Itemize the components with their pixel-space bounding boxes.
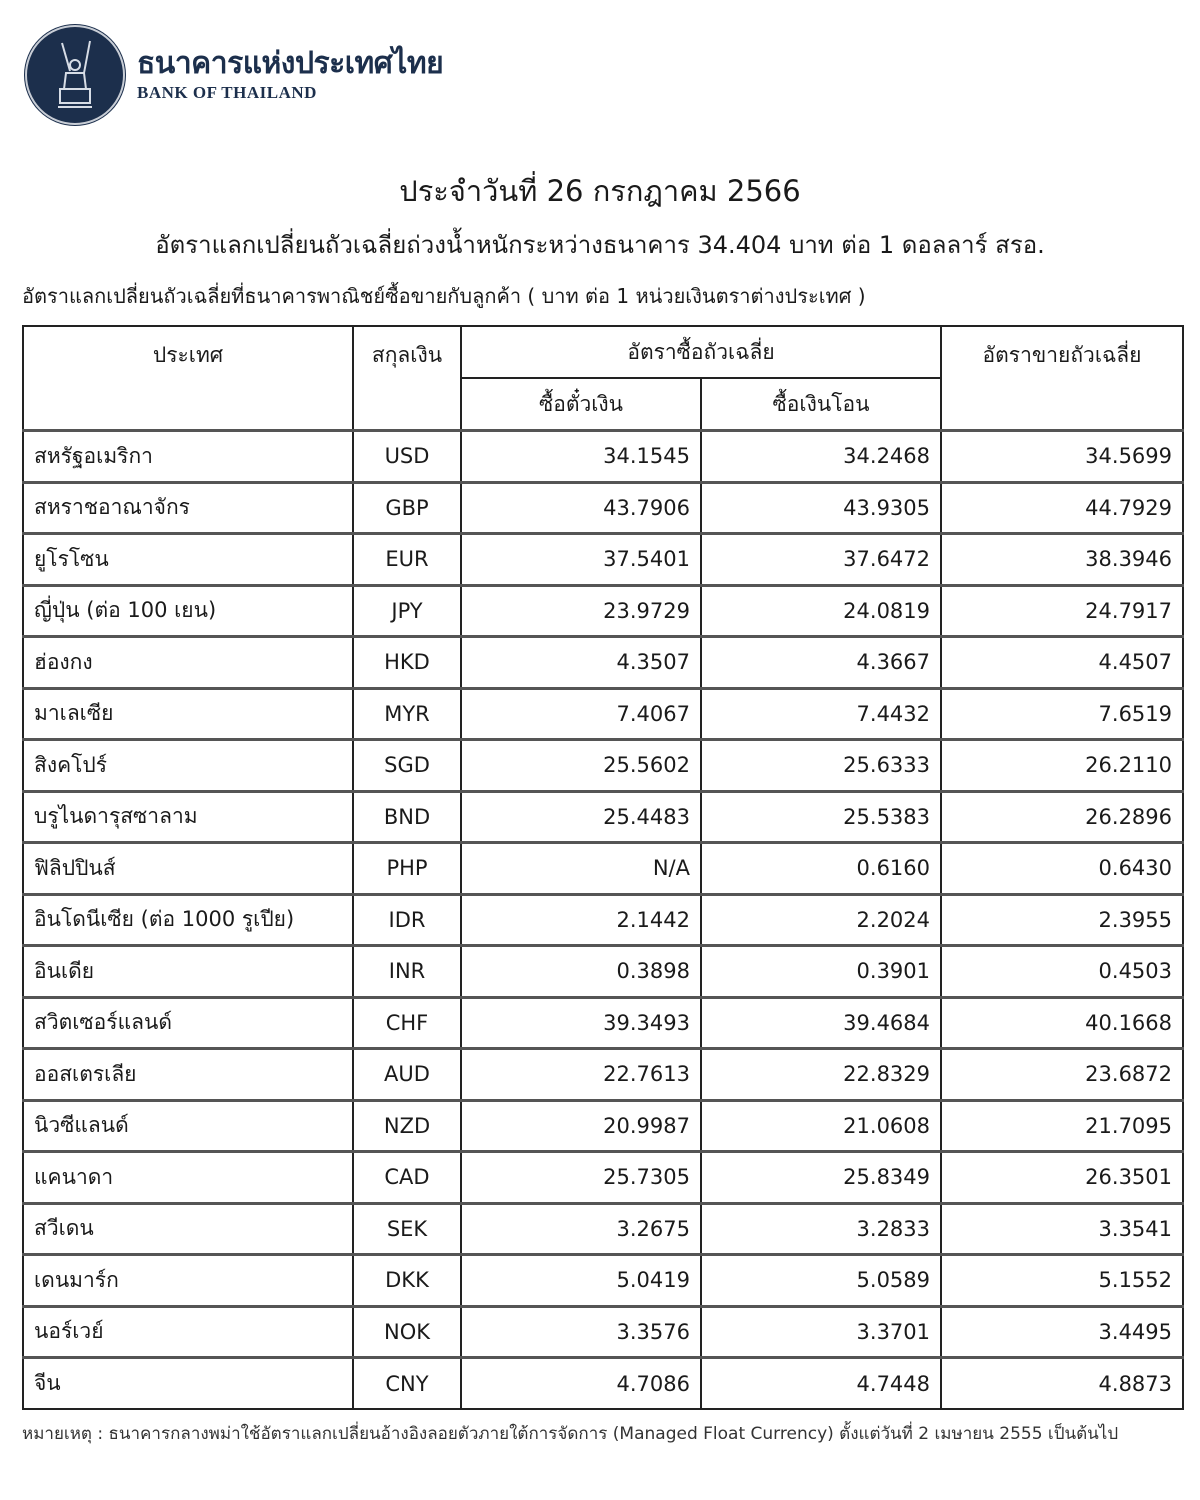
cell-buy-transfer: 5.0589 — [701, 1255, 941, 1307]
cell-country: เดนมาร์ก — [23, 1255, 353, 1307]
cell-country: แคนาดา — [23, 1152, 353, 1204]
table-row — [23, 1203, 1183, 1255]
cell-currency-code: IDR — [353, 894, 461, 946]
exchange-rate-table — [22, 325, 1184, 1410]
table-row — [23, 740, 1183, 792]
table-row — [23, 946, 1183, 998]
cell-country: อินเดีย — [23, 946, 353, 998]
cell-buy-transfer: 21.0608 — [701, 1100, 941, 1152]
cell-country: บรูไนดารุสซาลาม — [23, 791, 353, 843]
header-buy-bills: ซื้อตั๋วเงิน — [461, 378, 701, 431]
bank-of-thailand-seal-icon — [25, 25, 125, 125]
cell-buy-transfer: 25.8349 — [701, 1152, 941, 1204]
header-country: ประเทศ — [23, 326, 353, 431]
cell-buy-transfer: 25.5383 — [701, 791, 941, 843]
cell-country: นอร์เวย์ — [23, 1306, 353, 1358]
cell-buy-bills: N/A — [461, 843, 701, 895]
cell-sell: 24.7917 — [941, 585, 1183, 637]
table-row — [23, 637, 1183, 689]
cell-country: อินโดนีเซีย (ต่อ 1000 รูเปีย) — [23, 894, 353, 946]
cell-sell: 23.6872 — [941, 1049, 1183, 1101]
table-row — [23, 688, 1183, 740]
cell-buy-transfer: 24.0819 — [701, 585, 941, 637]
cell-buy-bills: 3.3576 — [461, 1306, 701, 1358]
cell-sell: 26.2110 — [941, 740, 1183, 792]
cell-buy-transfer: 25.6333 — [701, 740, 941, 792]
cell-buy-transfer: 0.3901 — [701, 946, 941, 998]
cell-sell: 2.3955 — [941, 894, 1183, 946]
cell-sell: 26.3501 — [941, 1152, 1183, 1204]
cell-buy-bills: 23.9729 — [461, 585, 701, 637]
cell-buy-bills: 0.3898 — [461, 946, 701, 998]
cell-currency-code: USD — [353, 431, 461, 483]
cell-currency-code: JPY — [353, 585, 461, 637]
cell-buy-bills: 4.7086 — [461, 1358, 701, 1410]
cell-buy-transfer: 39.4684 — [701, 997, 941, 1049]
cell-currency-code: SEK — [353, 1203, 461, 1255]
report-date-title: ประจำวันที่ 26 กรกฎาคม 2566 — [399, 174, 801, 208]
cell-sell: 4.4507 — [941, 637, 1183, 689]
cell-sell: 3.3541 — [941, 1203, 1183, 1255]
cell-country: ฮ่องกง — [23, 637, 353, 689]
cell-sell: 40.1668 — [941, 997, 1183, 1049]
cell-sell: 3.4495 — [941, 1306, 1183, 1358]
cell-buy-transfer: 4.7448 — [701, 1358, 941, 1410]
cell-currency-code: NZD — [353, 1100, 461, 1152]
table-row — [23, 791, 1183, 843]
cell-buy-bills: 4.3507 — [461, 637, 701, 689]
cell-country: ยูโรโซน — [23, 534, 353, 586]
cell-buy-transfer: 22.8329 — [701, 1049, 941, 1101]
cell-currency-code: SGD — [353, 740, 461, 792]
seated-figure-icon — [40, 35, 110, 115]
cell-currency-code: CAD — [353, 1152, 461, 1204]
cell-currency-code: DKK — [353, 1255, 461, 1307]
header-currency: สกุลเงิน — [353, 326, 461, 431]
table-row — [23, 1306, 1183, 1358]
cell-buy-bills: 5.0419 — [461, 1255, 701, 1307]
cell-currency-code: CNY — [353, 1358, 461, 1410]
cell-buy-transfer: 4.3667 — [701, 637, 941, 689]
cell-buy-bills: 2.1442 — [461, 894, 701, 946]
table-row — [23, 894, 1183, 946]
table-row — [23, 431, 1183, 483]
cell-currency-code: EUR — [353, 534, 461, 586]
table-row — [23, 1049, 1183, 1101]
header-average-selling-rate: อัตราขายถัวเฉลี่ย — [941, 326, 1183, 431]
table-body — [23, 431, 1183, 1410]
cell-country: สหรัฐอเมริกา — [23, 431, 353, 483]
cell-country: สวีเดน — [23, 1203, 353, 1255]
cell-buy-transfer: 34.2468 — [701, 431, 941, 483]
table-subtitle: อัตราแลกเปลี่ยนถัวเฉลี่ยที่ธนาคารพาณิชย์ซื้อขายกับลูกค้า ( บาท ต่อ 1 หน่วยเงินตราต่างประเทศ ) — [22, 284, 866, 308]
cell-sell: 34.5699 — [941, 431, 1183, 483]
cell-currency-code: AUD — [353, 1049, 461, 1101]
table-row — [23, 1152, 1183, 1204]
cell-buy-bills: 7.4067 — [461, 688, 701, 740]
brand — [137, 47, 443, 103]
cell-buy-bills: 22.7613 — [461, 1049, 701, 1101]
cell-country: สิงคโปร์ — [23, 740, 353, 792]
cell-sell: 5.1552 — [941, 1255, 1183, 1307]
cell-currency-code: PHP — [353, 843, 461, 895]
cell-buy-bills: 37.5401 — [461, 534, 701, 586]
cell-country: ออสเตรเลีย — [23, 1049, 353, 1101]
cell-currency-code: BND — [353, 791, 461, 843]
cell-sell: 21.7095 — [941, 1100, 1183, 1152]
cell-country: ฟิลิปปินส์ — [23, 843, 353, 895]
cell-buy-bills: 43.7906 — [461, 482, 701, 534]
table-row — [23, 997, 1183, 1049]
cell-country: มาเลเซีย — [23, 688, 353, 740]
cell-currency-code: HKD — [353, 637, 461, 689]
footnote: หมายเหตุ : ธนาคารกลางพม่าใช้อัตราแลกเปลี่ยนอ้างอิงลอยตัวภายใต้การจัดการ (Managed Float Currency) ตั้งแต่วันที่ 2 เมษายน 2555 เป็นต้นไป — [22, 1424, 1119, 1444]
cell-sell: 0.4503 — [941, 946, 1183, 998]
table-row — [23, 843, 1183, 895]
cell-country: จีน — [23, 1358, 353, 1410]
cell-sell: 44.7929 — [941, 482, 1183, 534]
cell-sell: 0.6430 — [941, 843, 1183, 895]
header-average-buying-rate: อัตราซื้อถัวเฉลี่ย — [461, 326, 941, 378]
cell-buy-transfer: 37.6472 — [701, 534, 941, 586]
cell-buy-transfer: 3.3701 — [701, 1306, 941, 1358]
cell-sell: 7.6519 — [941, 688, 1183, 740]
cell-buy-bills: 39.3493 — [461, 997, 701, 1049]
cell-buy-bills: 20.9987 — [461, 1100, 701, 1152]
cell-sell: 4.8873 — [941, 1358, 1183, 1410]
cell-buy-bills: 25.4483 — [461, 791, 701, 843]
cell-buy-bills: 25.5602 — [461, 740, 701, 792]
cell-currency-code: GBP — [353, 482, 461, 534]
interbank-rate-title: อัตราแลกเปลี่ยนถัวเฉลี่ยถ่วงน้ำหนักระหว่างธนาคาร 34.404 บาท ต่อ 1 ดอลลาร์ สรอ. — [155, 231, 1045, 259]
table-row — [23, 1100, 1183, 1152]
cell-currency-code: MYR — [353, 688, 461, 740]
cell-buy-transfer: 2.2024 — [701, 894, 941, 946]
cell-currency-code: CHF — [353, 997, 461, 1049]
cell-sell: 38.3946 — [941, 534, 1183, 586]
table-row — [23, 482, 1183, 534]
header-buy-transfer: ซื้อเงินโอน — [701, 378, 941, 431]
table-row — [23, 534, 1183, 586]
cell-buy-transfer: 0.6160 — [701, 843, 941, 895]
table-row — [23, 585, 1183, 637]
cell-buy-bills: 25.7305 — [461, 1152, 701, 1204]
header — [25, 25, 443, 125]
cell-country: สหราชอาณาจักร — [23, 482, 353, 534]
cell-buy-transfer: 3.2833 — [701, 1203, 941, 1255]
cell-country: นิวซีแลนด์ — [23, 1100, 353, 1152]
brand-name-thai: ธนาคารแห่งประเทศไทย — [137, 46, 444, 81]
table-row — [23, 1358, 1183, 1410]
brand-name-english: BANK OF THAILAND — [137, 83, 317, 102]
cell-currency-code: NOK — [353, 1306, 461, 1358]
cell-sell: 26.2896 — [941, 791, 1183, 843]
cell-buy-bills: 34.1545 — [461, 431, 701, 483]
cell-buy-transfer: 43.9305 — [701, 482, 941, 534]
cell-buy-transfer: 7.4432 — [701, 688, 941, 740]
cell-currency-code: INR — [353, 946, 461, 998]
cell-buy-bills: 3.2675 — [461, 1203, 701, 1255]
cell-country: สวิตเซอร์แลนด์ — [23, 997, 353, 1049]
cell-country: ญี่ปุ่น (ต่อ 100 เยน) — [23, 585, 353, 637]
table-row — [23, 1255, 1183, 1307]
